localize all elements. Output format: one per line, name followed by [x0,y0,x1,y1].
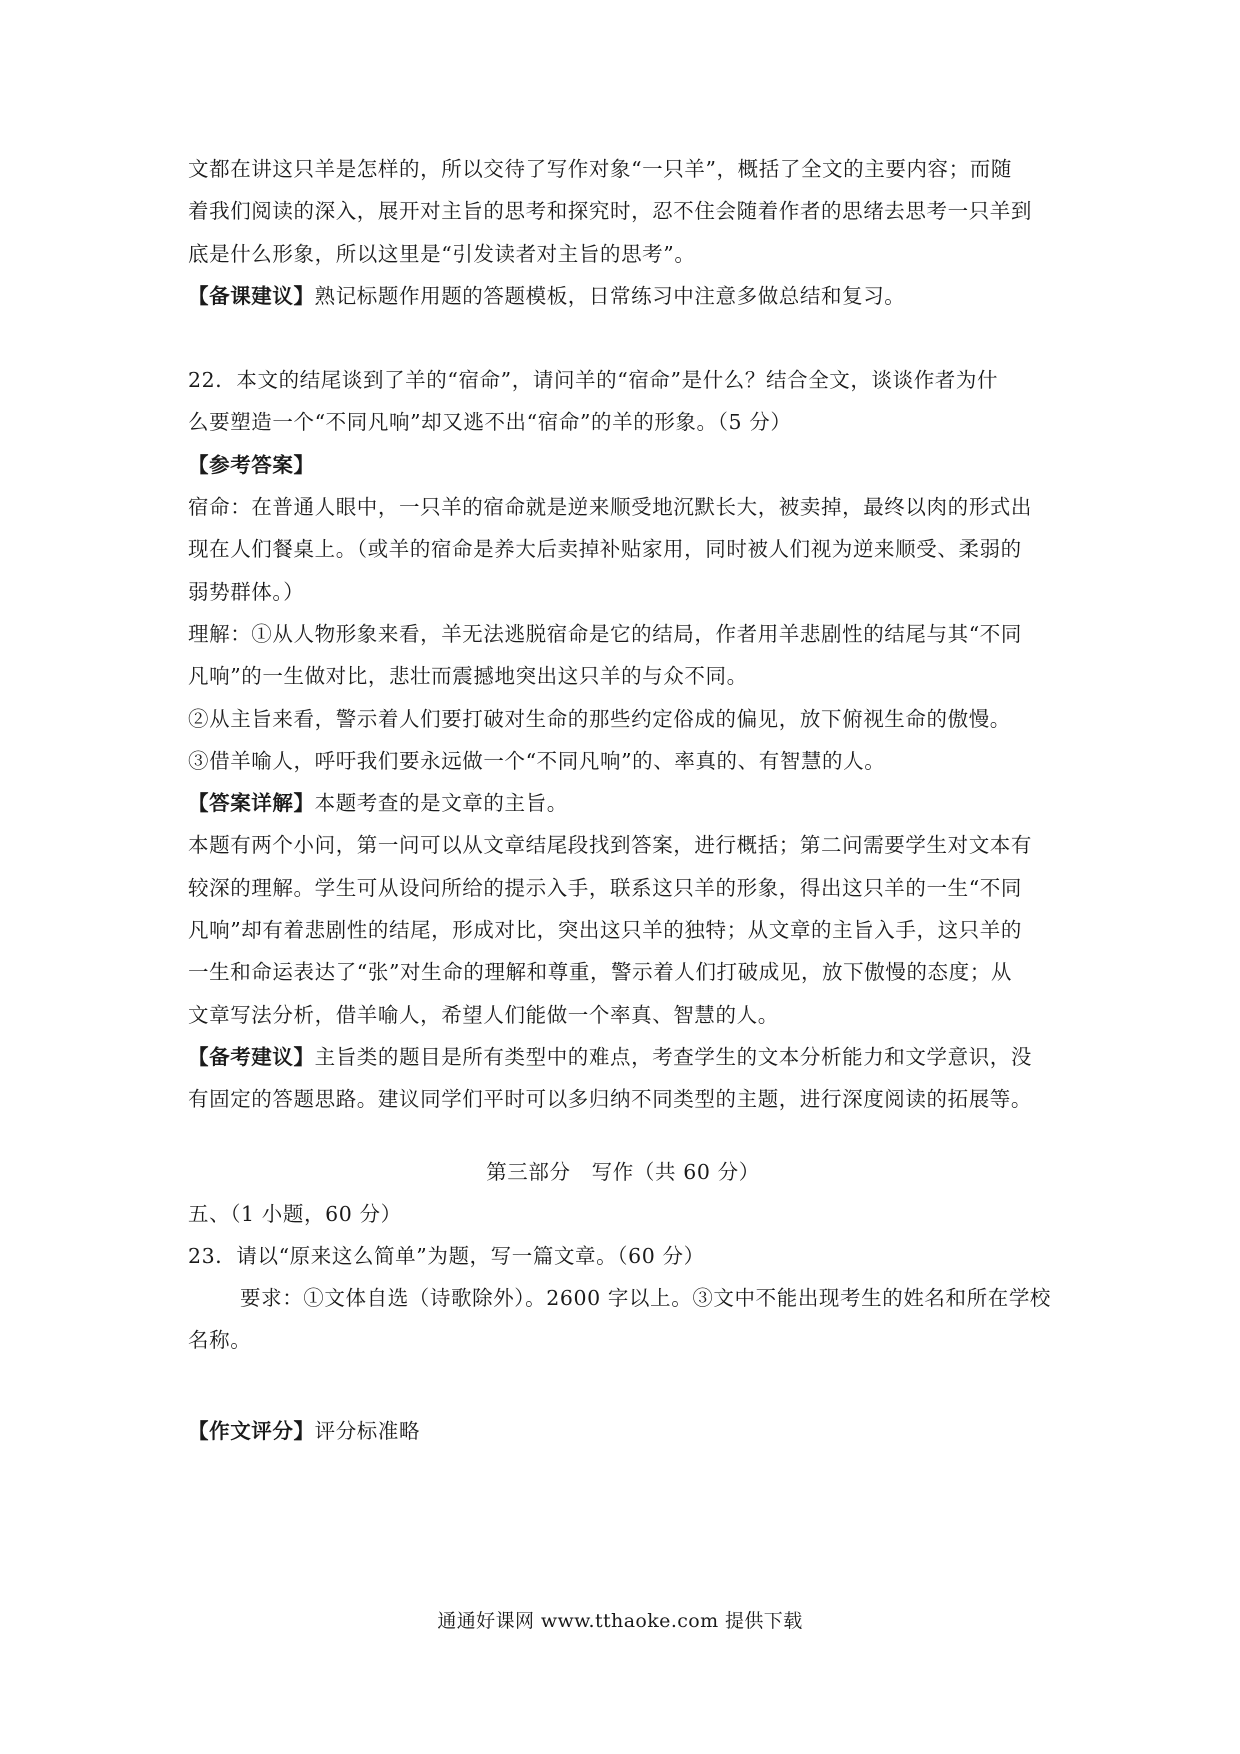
essay-grading [188,1410,1058,1452]
answer-detail-label: 【答案详解】 [188,791,315,816]
detail-body-line: 凡响”却有着悲剧性的结尾，形成对比，突出这只羊的独特；从文章的主旨入手，这只羊的 [188,918,1022,943]
detail-body-line: 一生和命运表达了“张”对生命的理解和尊重，警示着人们打破成见，放下傲慢的态度；从 [188,960,1012,985]
exam-advice-label: 【备考建议】 [188,1044,315,1069]
answer-detail [188,782,1058,824]
part-3-title: 第三部分 写作（共 60 分） [486,1159,760,1184]
exam-advice-text: 主旨类的题目是所有类型中的难点，考查学生的文本分析能力和文学意识，没 [314,1044,1033,1069]
exam-advice-line: 有固定的答题思路。建议同学们平时可以多归纳不同类型的主题，进行深度阅读的拓展等。 [188,1087,1032,1112]
understanding-line: 凡响”的一生做对比，悲壮而震撼地突出这只羊的与众不同。 [188,664,748,689]
fate-line: 弱势群体。） [188,579,305,604]
understanding-line: 理解：①从人物形象来看，羊无法逃脱宿命是它的结局，作者用羊悲剧性的结尾与其“不同 [188,621,1022,646]
understanding-line: ③借羊喻人，呼吁我们要永远做一个“不同凡响”的、率真的、有智慧的人。 [188,748,886,773]
requirements-line: 名称。 [188,1328,252,1353]
question-23: 23．请以“原来这么简单”为题，写一篇文章。（60 分） [188,1243,705,1268]
question-22-line: 22．本文的结尾谈到了羊的“宿命”，请问羊的“宿命”是什么？结合全文，谈谈作者为什 [188,368,999,393]
detail-body-line: 文章写法分析，借羊喻人，希望人们能做一个率真、智慧的人。 [188,1002,779,1027]
detail-body-line: 本题有两个小问，第一问可以从文章结尾段找到答案，进行概括；第二问需要学生对文本有 [188,833,1032,858]
paragraph-line: 着我们阅读的深入，展开对主旨的思考和探究时，忍不住会随着作者的思绪去思考一只羊到 [188,199,1032,224]
paragraph-line: 文都在讲这只羊是怎样的，所以交待了写作对象“一只羊”，概括了全文的主要内容；而随 [188,157,1012,181]
question-22-line: 么要塑造一个“不同凡响”却又逃不出“宿命”的羊的形象。（5 分） [188,410,792,435]
section-5-heading: 五、（1 小题，60 分） [188,1201,402,1226]
paragraph-line: 底是什么形象，所以这里是“引发读者对主旨的思考”。 [188,241,696,266]
reference-answer-label: 【参考答案】 [188,452,315,477]
requirements-line: 要求：①文体自选（诗歌除外）。2600 字以上。③文中不能出现考生的姓名和所在学校 [240,1286,1052,1311]
answer-detail-text: 本题考查的是文章的主旨。 [314,791,568,816]
prep-advice-label: 【备课建议】 [188,283,315,308]
prep-advice [188,275,1058,317]
essay-grading-label: 【作文评分】 [188,1418,315,1443]
fate-line: 宿命：在普通人眼中，一只羊的宿命就是逆来顺受地沉默长大，被卖掉，最终以肉的形式出 [188,495,1032,520]
understanding-line: ②从主旨来看，警示着人们要打破对生命的那些约定俗成的偏见，放下俯视生命的傲慢。 [188,706,1011,731]
detail-body-line: 较深的理解。学生可从设问所给的提示入手，联系这只羊的形象，得出这只羊的一生“不同 [188,875,1022,900]
essay-grading-text: 评分标准略 [314,1418,421,1443]
prep-advice-text: 熟记标题作用题的答题模板，日常练习中注意多做总结和复习。 [314,283,906,308]
document-body [188,148,1058,1452]
exam-advice [188,1036,1058,1078]
page-footer: 通通好课网 www.tthaoke.com 提供下载 [437,1610,803,1632]
fate-line: 现在人们餐桌上。（或羊的宿命是养大后卖掉补贴家用，同时被人们视为逆来顺受、柔弱的 [188,537,1022,562]
